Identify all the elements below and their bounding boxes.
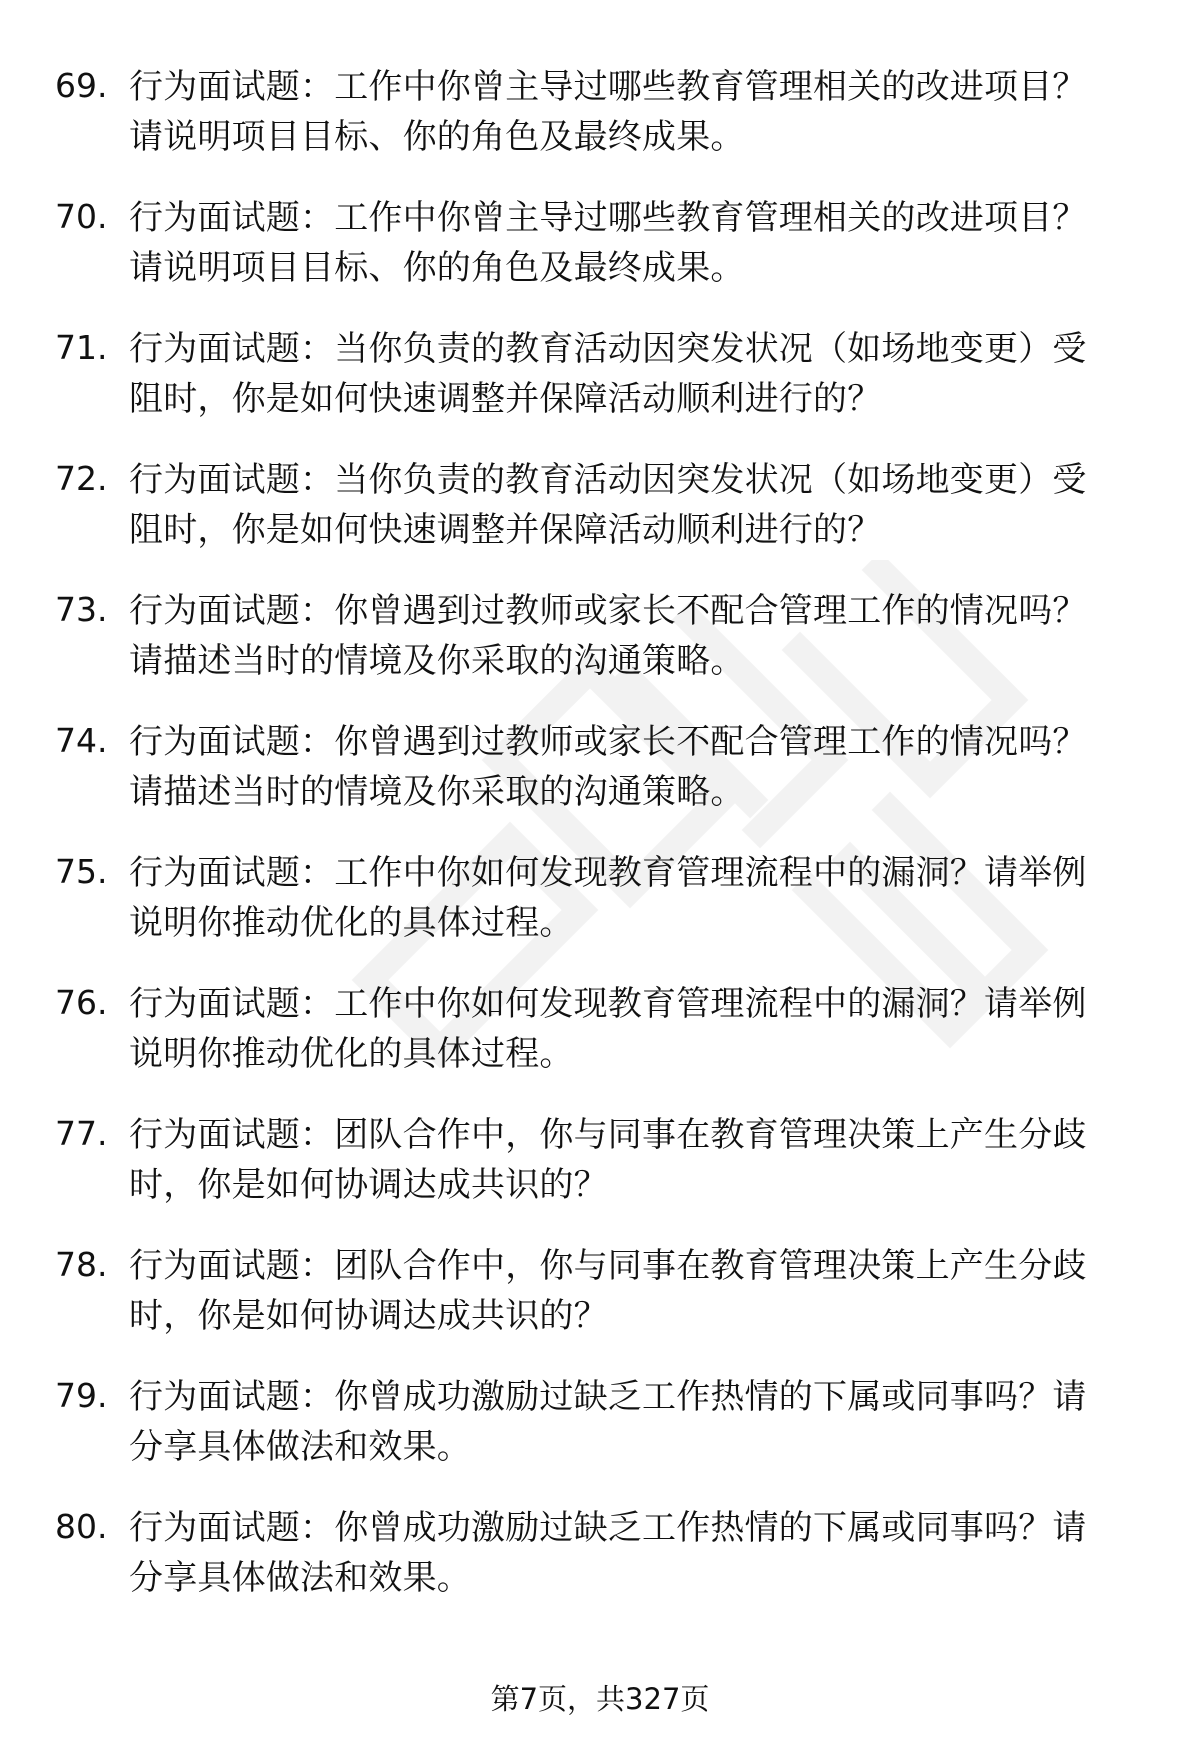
question-line: 说明你推动优化的具体过程。 [129, 903, 574, 943]
question-line: 行为面试题：团队合作中，你与同事在教育管理决策上产生分歧 [129, 1115, 1087, 1155]
question-text [129, 1372, 1140, 1472]
question-line: 分享具体做法和效果。 [129, 1427, 471, 1467]
question-line: 阻时，你是如何快速调整并保障活动顺利进行的？ [129, 510, 882, 550]
question-text [129, 1503, 1140, 1603]
question-line: 行为面试题：你曾成功激励过缺乏工作热情的下属或同事吗？请 [129, 1377, 1087, 1417]
question-text [129, 586, 1140, 686]
question-line: 请说明项目目标、你的角色及最终成果。 [129, 117, 745, 157]
question-line: 行为面试题：当你负责的教育活动因突发状况（如场地变更）受 [129, 460, 1087, 500]
question-line: 阻时，你是如何快速调整并保障活动顺利进行的？ [129, 379, 882, 419]
question-line: 行为面试题：工作中你如何发现教育管理流程中的漏洞？请举例 [129, 853, 1087, 893]
question-number: 71. [55, 328, 108, 367]
question-text [129, 455, 1140, 555]
question-line: 行为面试题：团队合作中，你与同事在教育管理决策上产生分歧 [129, 1246, 1087, 1286]
question-line: 时，你是如何协调达成共识的？ [129, 1165, 608, 1205]
question-item-76 [0, 975, 1200, 1085]
question-number: 79. [55, 1376, 108, 1415]
question-line: 行为面试题：你曾遇到过教师或家长不配合管理工作的情况吗？ [129, 591, 1087, 631]
question-number: 80. [55, 1507, 108, 1546]
question-item-71 [0, 320, 1200, 430]
question-line: 行为面试题：工作中你曾主导过哪些教育管理相关的改进项目？ [129, 67, 1087, 107]
question-item-74 [0, 713, 1200, 823]
question-item-80 [0, 1499, 1200, 1609]
question-text [129, 324, 1140, 424]
question-line: 行为面试题：当你负责的教育活动因突发状况（如场地变更）受 [129, 329, 1087, 369]
question-text [129, 979, 1140, 1079]
question-number: 72. [55, 459, 108, 498]
question-line: 时，你是如何协调达成共识的？ [129, 1296, 608, 1336]
question-text [129, 1241, 1140, 1341]
question-number: 76. [55, 983, 108, 1022]
question-number: 70. [55, 197, 108, 236]
question-line: 行为面试题：你曾遇到过教师或家长不配合管理工作的情况吗？ [129, 722, 1087, 762]
question-line: 行为面试题：你曾成功激励过缺乏工作热情的下属或同事吗？请 [129, 1508, 1087, 1548]
question-number: 78. [55, 1245, 108, 1284]
question-text [129, 62, 1140, 162]
question-item-79 [0, 1368, 1200, 1478]
question-line: 分享具体做法和效果。 [129, 1558, 471, 1598]
question-list [0, 58, 1200, 1630]
question-line: 说明你推动优化的具体过程。 [129, 1034, 574, 1074]
question-number: 74. [55, 721, 108, 760]
page-footer: 第7页，共327页 [490, 1682, 710, 1716]
question-item-75 [0, 844, 1200, 954]
question-number: 73. [55, 590, 108, 629]
question-item-70 [0, 189, 1200, 299]
question-line: 行为面试题：工作中你曾主导过哪些教育管理相关的改进项目？ [129, 198, 1087, 238]
question-number: 77. [55, 1114, 108, 1153]
question-line: 请描述当时的情境及你采取的沟通策略。 [129, 641, 745, 681]
question-text [129, 1110, 1140, 1210]
question-item-69 [0, 58, 1200, 168]
question-number: 69. [55, 66, 108, 105]
question-number: 75. [55, 852, 108, 891]
question-line: 行为面试题：工作中你如何发现教育管理流程中的漏洞？请举例 [129, 984, 1087, 1024]
question-line: 请描述当时的情境及你采取的沟通策略。 [129, 772, 745, 812]
question-item-72 [0, 451, 1200, 561]
question-text [129, 193, 1140, 293]
question-text [129, 848, 1140, 948]
question-item-77 [0, 1106, 1200, 1216]
question-text [129, 717, 1140, 817]
question-item-78 [0, 1237, 1200, 1347]
question-item-73 [0, 582, 1200, 692]
question-line: 请说明项目目标、你的角色及最终成果。 [129, 248, 745, 288]
